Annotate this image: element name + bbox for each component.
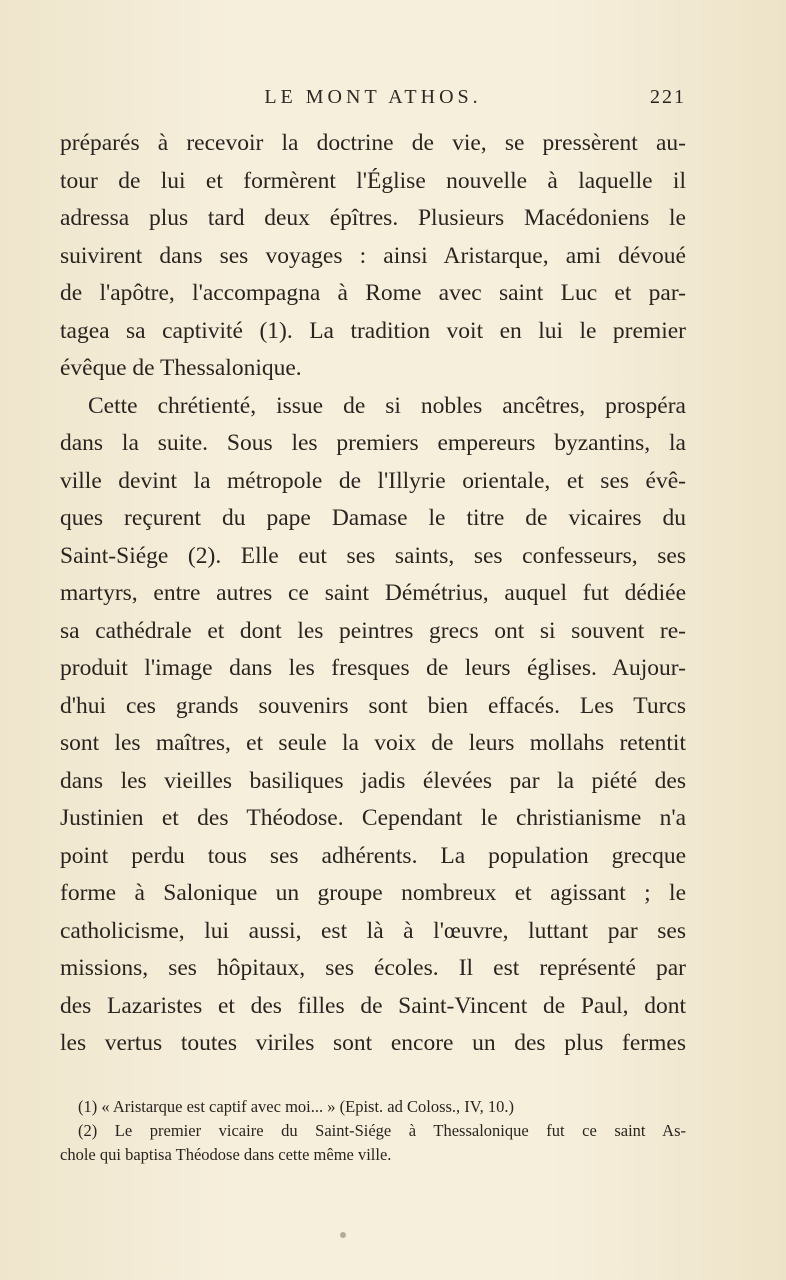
paragraph-1 <box>60 125 686 388</box>
text-line: ques reçurent du pape Damase le titre de vicaires du <box>60 505 686 531</box>
text-line: préparés à recevoir la doctrine de vie, se pressèrent au- <box>60 130 686 156</box>
text-line: des Lazaristes et des filles de Saint-Vincent de Paul, dont <box>60 992 686 1019</box>
footnote-2-continuation: chole qui baptisa Théodose dans cette même ville. <box>60 1145 392 1164</box>
running-title: LE MONT ATHOS. <box>264 86 482 108</box>
text-line: les vertus toutes viriles sont encore un des plus fermes <box>60 1030 686 1056</box>
footnote-2: (2) Le premier vicaire du Saint-Siége à Thessalonique fut ce saint As- <box>78 1121 686 1140</box>
text-line: Cette chrétienté, issue de si nobles ancêtres, prospéra <box>88 392 686 419</box>
text-line: adressa plus tard deux épîtres. Plusieurs Macédoniens le <box>60 205 686 231</box>
text-line: martyrs, entre autres ce saint Démétrius, auquel fut dédiée <box>60 580 686 606</box>
text-line: tour de lui et formèrent l'Église nouvelle à laquelle il <box>60 167 686 194</box>
text-line: Saint-Siége (2). Elle eut ses saints, ses confesseurs, ses <box>60 542 686 569</box>
page-number: 221 <box>650 86 686 108</box>
text-line: tagea sa captivité (1). La tradition voit en lui le premier <box>60 317 686 344</box>
text-line: ville devint la métropole de l'Illyrie orientale, et ses évê- <box>60 467 686 494</box>
text-line: Justinien et des Théodose. Cependant le christianisme n'a <box>60 805 686 831</box>
text-line: suivirent dans ses voyages : ainsi Aristarque, ami dévoué <box>60 242 686 269</box>
text-line: dans les vieilles basiliques jadis élevées par la piété des <box>60 767 686 794</box>
footnotes <box>60 1095 686 1167</box>
text-line: produit l'image dans les fresques de leurs églises. Aujour- <box>60 655 686 681</box>
footnote-1: (1) « Aristarque est captif avec moi... » (Epist. ad Coloss., IV, 10.) <box>78 1097 514 1116</box>
text-line: forme à Salonique un groupe nombreux et agissant ; le <box>60 880 686 906</box>
text-line: de l'apôtre, l'accompagna à Rome avec saint Luc et par- <box>60 280 686 306</box>
ink-speck <box>340 1232 346 1238</box>
text-line: missions, ses hôpitaux, ses écoles. Il est représenté par <box>60 955 686 981</box>
text-line: évêque de Thessalonique. <box>60 355 302 381</box>
text-line: dans la suite. Sous les premiers empereurs byzantins, la <box>60 430 686 456</box>
text-line: catholicisme, lui aussi, est là à l'œuvre, luttant par ses <box>60 917 686 944</box>
text-line: point perdu tous ses adhérents. La population grecque <box>60 842 686 869</box>
body-text <box>60 125 686 1063</box>
text-line: sont les maîtres, et seule la voix de leurs mollahs retentit <box>60 730 686 756</box>
text-line: d'hui ces grands souvenirs sont bien effacés. Les Turcs <box>60 692 686 719</box>
text-line: sa cathédrale et dont les peintres grecs ont si souvent re- <box>60 617 686 644</box>
running-head <box>60 86 686 114</box>
paragraph-2 <box>60 388 686 1063</box>
